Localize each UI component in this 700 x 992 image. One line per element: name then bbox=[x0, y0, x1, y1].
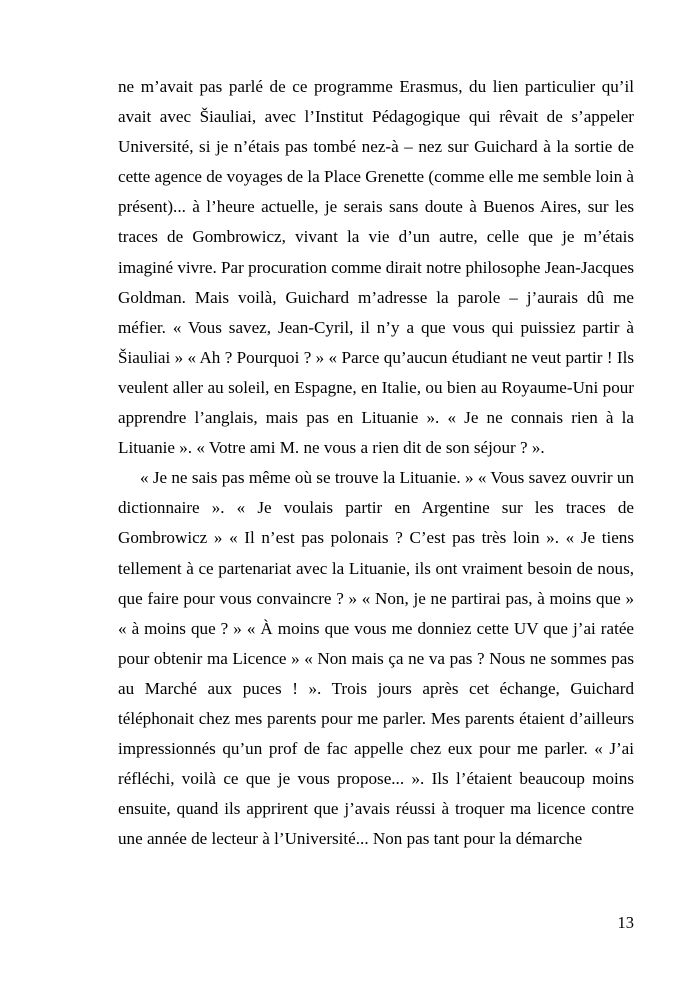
page-number: 13 bbox=[617, 913, 634, 932]
paragraph: ne m’avait pas parlé de ce programme Erasmus, du lien particulier qu’il avait avec Šiauliai, avec l’Institut Pédagogique qui rêvait de s’appeler Université, si je n’étais pas tombé nez-à – nez sur Guichard à la sortie de cette agence de voyages de la Place Grenette (comme elle me semble loin à présent)... à l’heure actuelle, je serais sans doute à Buenos Aires, sur les traces de Gombrowicz, vivant la vie d’un autre, celle que je m’étais imaginé vivre. Par procuration comme dirait notre philosophe Jean-Jacques Goldman. Mais voilà, Guichard m’adresse la parole – j’aurais dû me méfier. « Vous savez, Jean-Cyril, il n’y a que vous qui puissiez partir à Šiauliai » « Ah ? Pourquoi ? » « Parce qu’aucun étudiant ne veut partir ! Ils veulent aller au soleil, en Espagne, en Italie, ou bien au Royaume-Uni pour apprendre l’anglais, mais pas en Lituanie ». « Je ne connais rien à la Lituanie ». « Votre ami M. ne vous a rien dit de son séjour ? ». bbox=[118, 77, 634, 458]
paragraph: « Je ne sais pas même où se trouve la Lituanie. » « Vous savez ouvrir un dictionnaire ». « Je voulais partir en Argentine sur les traces de Gombrowicz » « Il n’est pas polonais ? C’est pas très loin ». « Je tiens tellement à ce partenariat avec la Lituanie, ils ont vraiment besoin de nous, que faire pour vous convaincre ? » « Non, je ne partirai pas, à moins que » « à moins que ? » « À moins que vous me donniez cette UV que j’ai ratée pour obtenir ma Licence » « Non mais ça ne va pas ? Nous ne sommes pas au Marché aux puces ! ». Trois jours après cet échange, Guichard téléphonait chez mes parents pour me parler. Mes parents étaient d’ailleurs impressionnés qu’un prof de fac appelle chez eux pour me parler. « J’ai réfléchi, voilà ce que je vous propose... ». Ils l’étaient beaucoup moins ensuite, quand ils apprirent que j’avais réussi à troquer ma licence contre une année de lecteur à l’Université... Non pas tant pour la démarche bbox=[118, 468, 634, 849]
body-text bbox=[118, 72, 634, 854]
